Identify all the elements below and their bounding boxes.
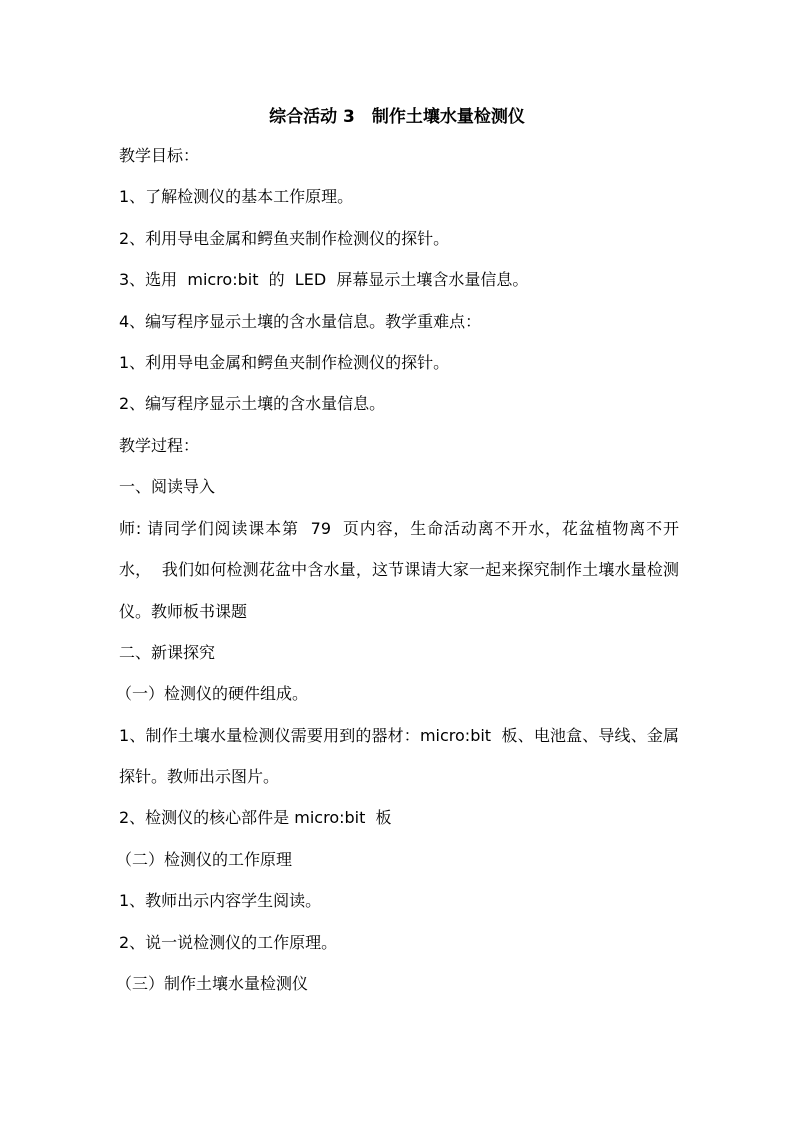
principle-item-1: 1、教师出示内容学生阅读。 [119,891,322,911]
key-point-item-1: 1、利用导电金属和鳄鱼夹制作检测仪的探针。 [119,352,450,372]
teacher-intro-paragraph: 师: 请同学们阅读课本第 79 页内容，生命活动离不开水，花盆植物离不开水， 我们如何检测花盆中含水量，这节课请大家一起来探究制作土壤水量检测仪。教师板书课题 [119,518,679,621]
principle-item-2: 2、说一说检测仪的工作原理。 [119,932,338,952]
document-body [116,146,679,1015]
objective-item-1: 1、了解检测仪的基本工作原理。 [119,187,354,207]
materials-paragraph: 1、制作土壤水量检测仪需要用到的器材：micro:bit 板、电池盒、导线、金属探针。教师出示图片。 [119,725,679,787]
objective-item-4: 4、编写程序显示土壤的含水量信息。教学重难点： [119,311,482,331]
objective-item-3: 3、选用 micro:bit 的 LED 屏幕显示土壤含水量信息。 [119,270,529,290]
key-point-item-2: 2、编写程序显示土壤的含水量信息。 [119,394,386,414]
section-heading-new-lesson: 二、新课探究 [119,642,216,662]
section-heading-process: 教学过程： [119,435,200,455]
subsection-heading-principle: （二）检测仪的工作原理 [116,849,293,869]
section-heading-reading-intro: 一、阅读导入 [119,477,216,497]
document-title: 综合活动 3 制作土壤水量检测仪 [269,107,525,127]
section-heading-objectives: 教学目标： [119,146,200,165]
subsection-heading-making: （三）制作土壤水量检测仪 [116,973,309,993]
core-component-line: 2、检测仪的核心部件是 micro:bit 板 [119,808,392,828]
objective-item-2: 2、利用导电金属和鳄鱼夹制作检测仪的探针。 [119,228,450,248]
subsection-heading-hardware: （一）检测仪的硬件组成。 [116,684,309,704]
